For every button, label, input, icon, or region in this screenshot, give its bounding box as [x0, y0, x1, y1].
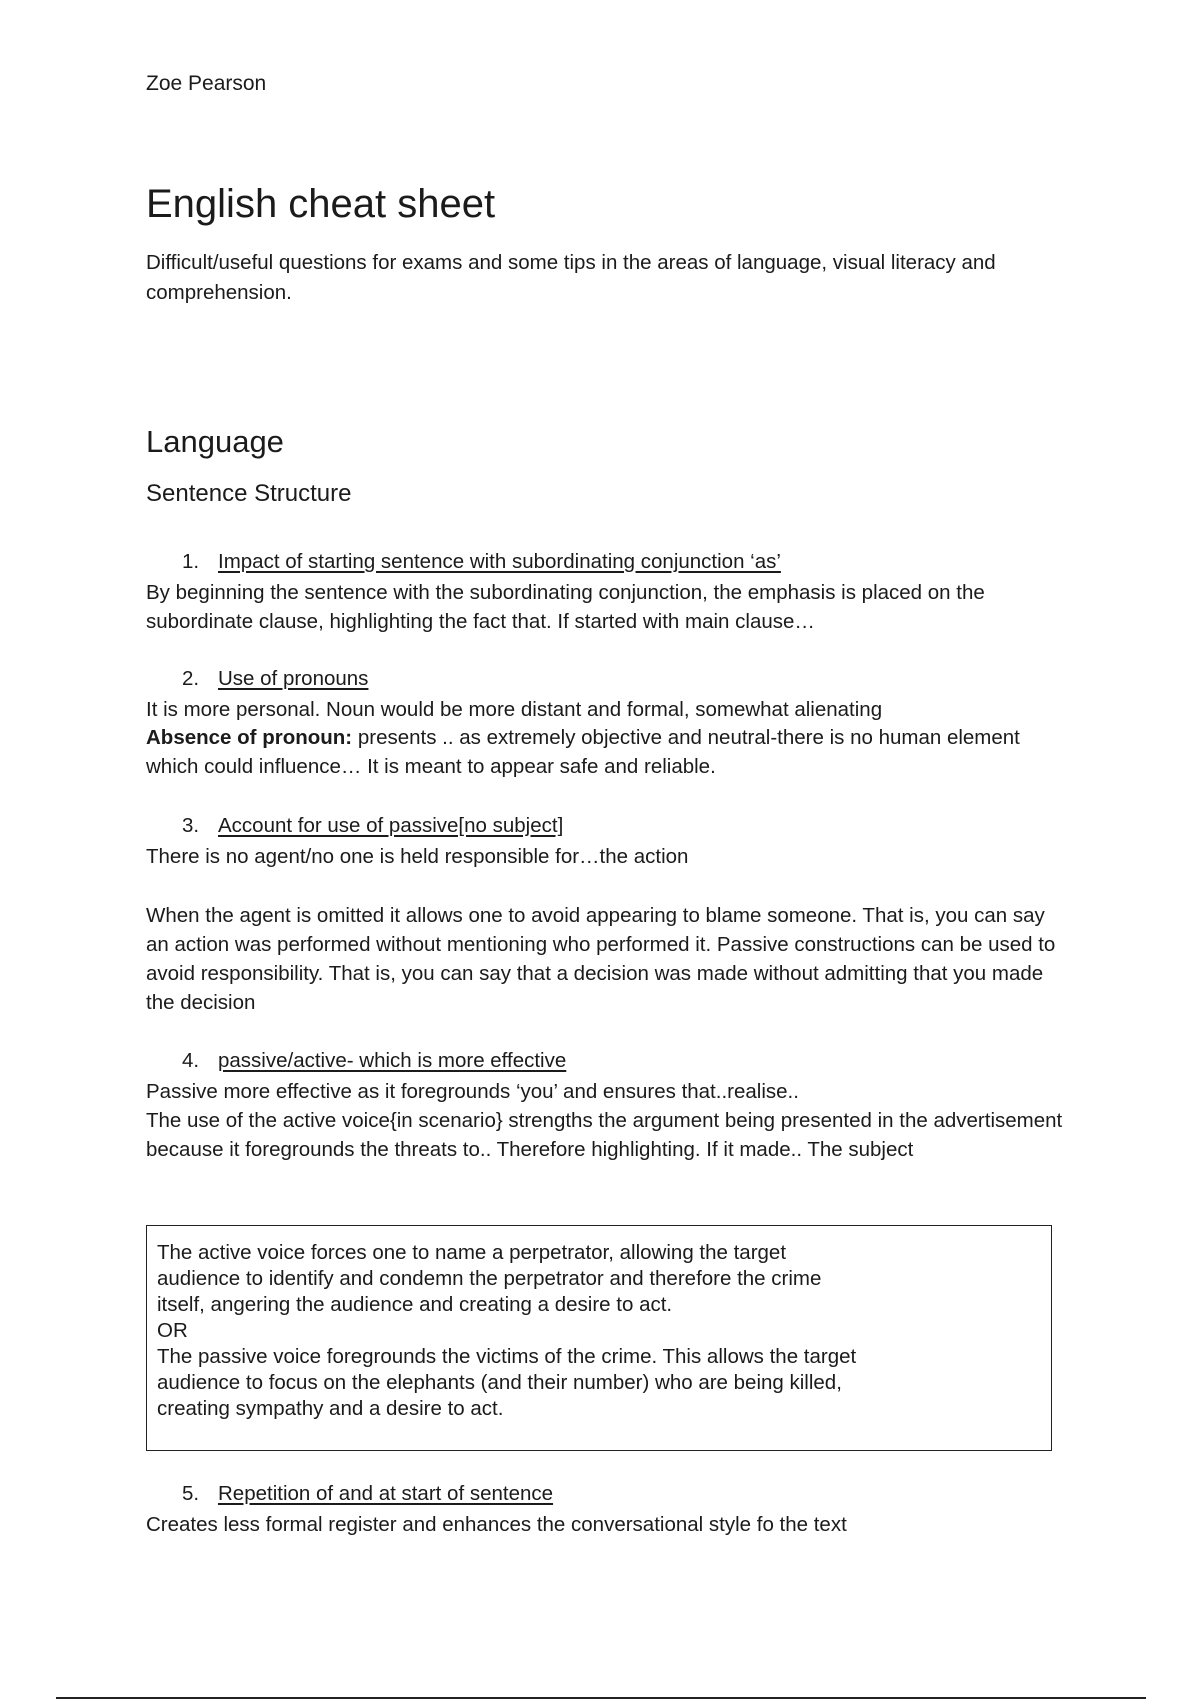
answer-text: There is no agent/no one is held responsible for…the action — [146, 845, 689, 868]
note-passive-voice: The passive voice foregrounds the victims of the crime. This allows the target audience to focus on the elephants (and their number) who are being killed, creating sympathy and a desire to act. — [157, 1345, 857, 1420]
note-active-voice: The active voice forces one to name a perpetrator, allowing the target audience to identify and condemn the perpetrator and therefore the crime itself, angering the audience and creating a desire to act. — [157, 1241, 822, 1316]
question-title: Account for use of passive[no subject] — [218, 814, 564, 837]
list-number: 1. — [182, 550, 200, 573]
answer-text-absence — [146, 723, 1066, 781]
answer-text-rest: presents .. as extremely objective and neutral-there is no human element which could influence… It is meant to appear safe and reliable. — [146, 726, 1020, 778]
page-title: English cheat sheet — [146, 182, 496, 226]
answer-text: Passive more effective as it foregrounds ‘you’ and ensures that..realise.. — [146, 1080, 799, 1103]
question-title: Repetition of and at start of sentence — [218, 1482, 554, 1505]
section-heading-language: Language — [146, 424, 284, 459]
question-title: Impact of starting sentence with subordinating conjunction ‘as’ — [218, 550, 781, 573]
page-bottom-divider — [56, 1697, 1146, 1699]
author-name: Zoe Pearson — [146, 72, 267, 95]
list-number: 4. — [182, 1049, 200, 1072]
intro-text: Difficult/useful questions for exams and some tips in the areas of language, visual literacy and comprehension. — [146, 251, 996, 304]
subsection-heading-sentence-structure: Sentence Structure — [146, 480, 352, 507]
answer-text-2: The use of the active voice{in scenario} strengths the argument being presented in the advertisement because it foregrounds the threats to.. Therefore highlighting. If it made.. The subject — [146, 1109, 1063, 1161]
answer-text: By beginning the sentence with the subordinating conjunction, the emphasis is placed on the subordinate clause, highlighting the fact that. If started with main clause… — [146, 581, 985, 633]
list-number: 5. — [182, 1482, 200, 1505]
question-title: passive/active- which is more effective — [218, 1049, 567, 1072]
list-number: 2. — [182, 667, 200, 690]
list-number: 3. — [182, 814, 200, 837]
note-or: OR — [157, 1319, 188, 1342]
question-title: Use of pronouns — [218, 667, 369, 690]
answer-text: Creates less formal register and enhances the conversational style fo the text — [146, 1513, 847, 1536]
note-box — [146, 1225, 1052, 1451]
answer-text: It is more personal. Noun would be more distant and formal, somewhat alienating — [146, 698, 883, 721]
answer-text-2: When the agent is omitted it allows one to avoid appearing to blame someone. That is, you can say an action was performed without mentioning who performed it. Passive constructions can be used to avoid responsibility. That is, you can say that a decision was made without admitting that you made the decision — [146, 904, 1056, 1014]
bold-label: Absence of pronoun: — [146, 726, 353, 749]
